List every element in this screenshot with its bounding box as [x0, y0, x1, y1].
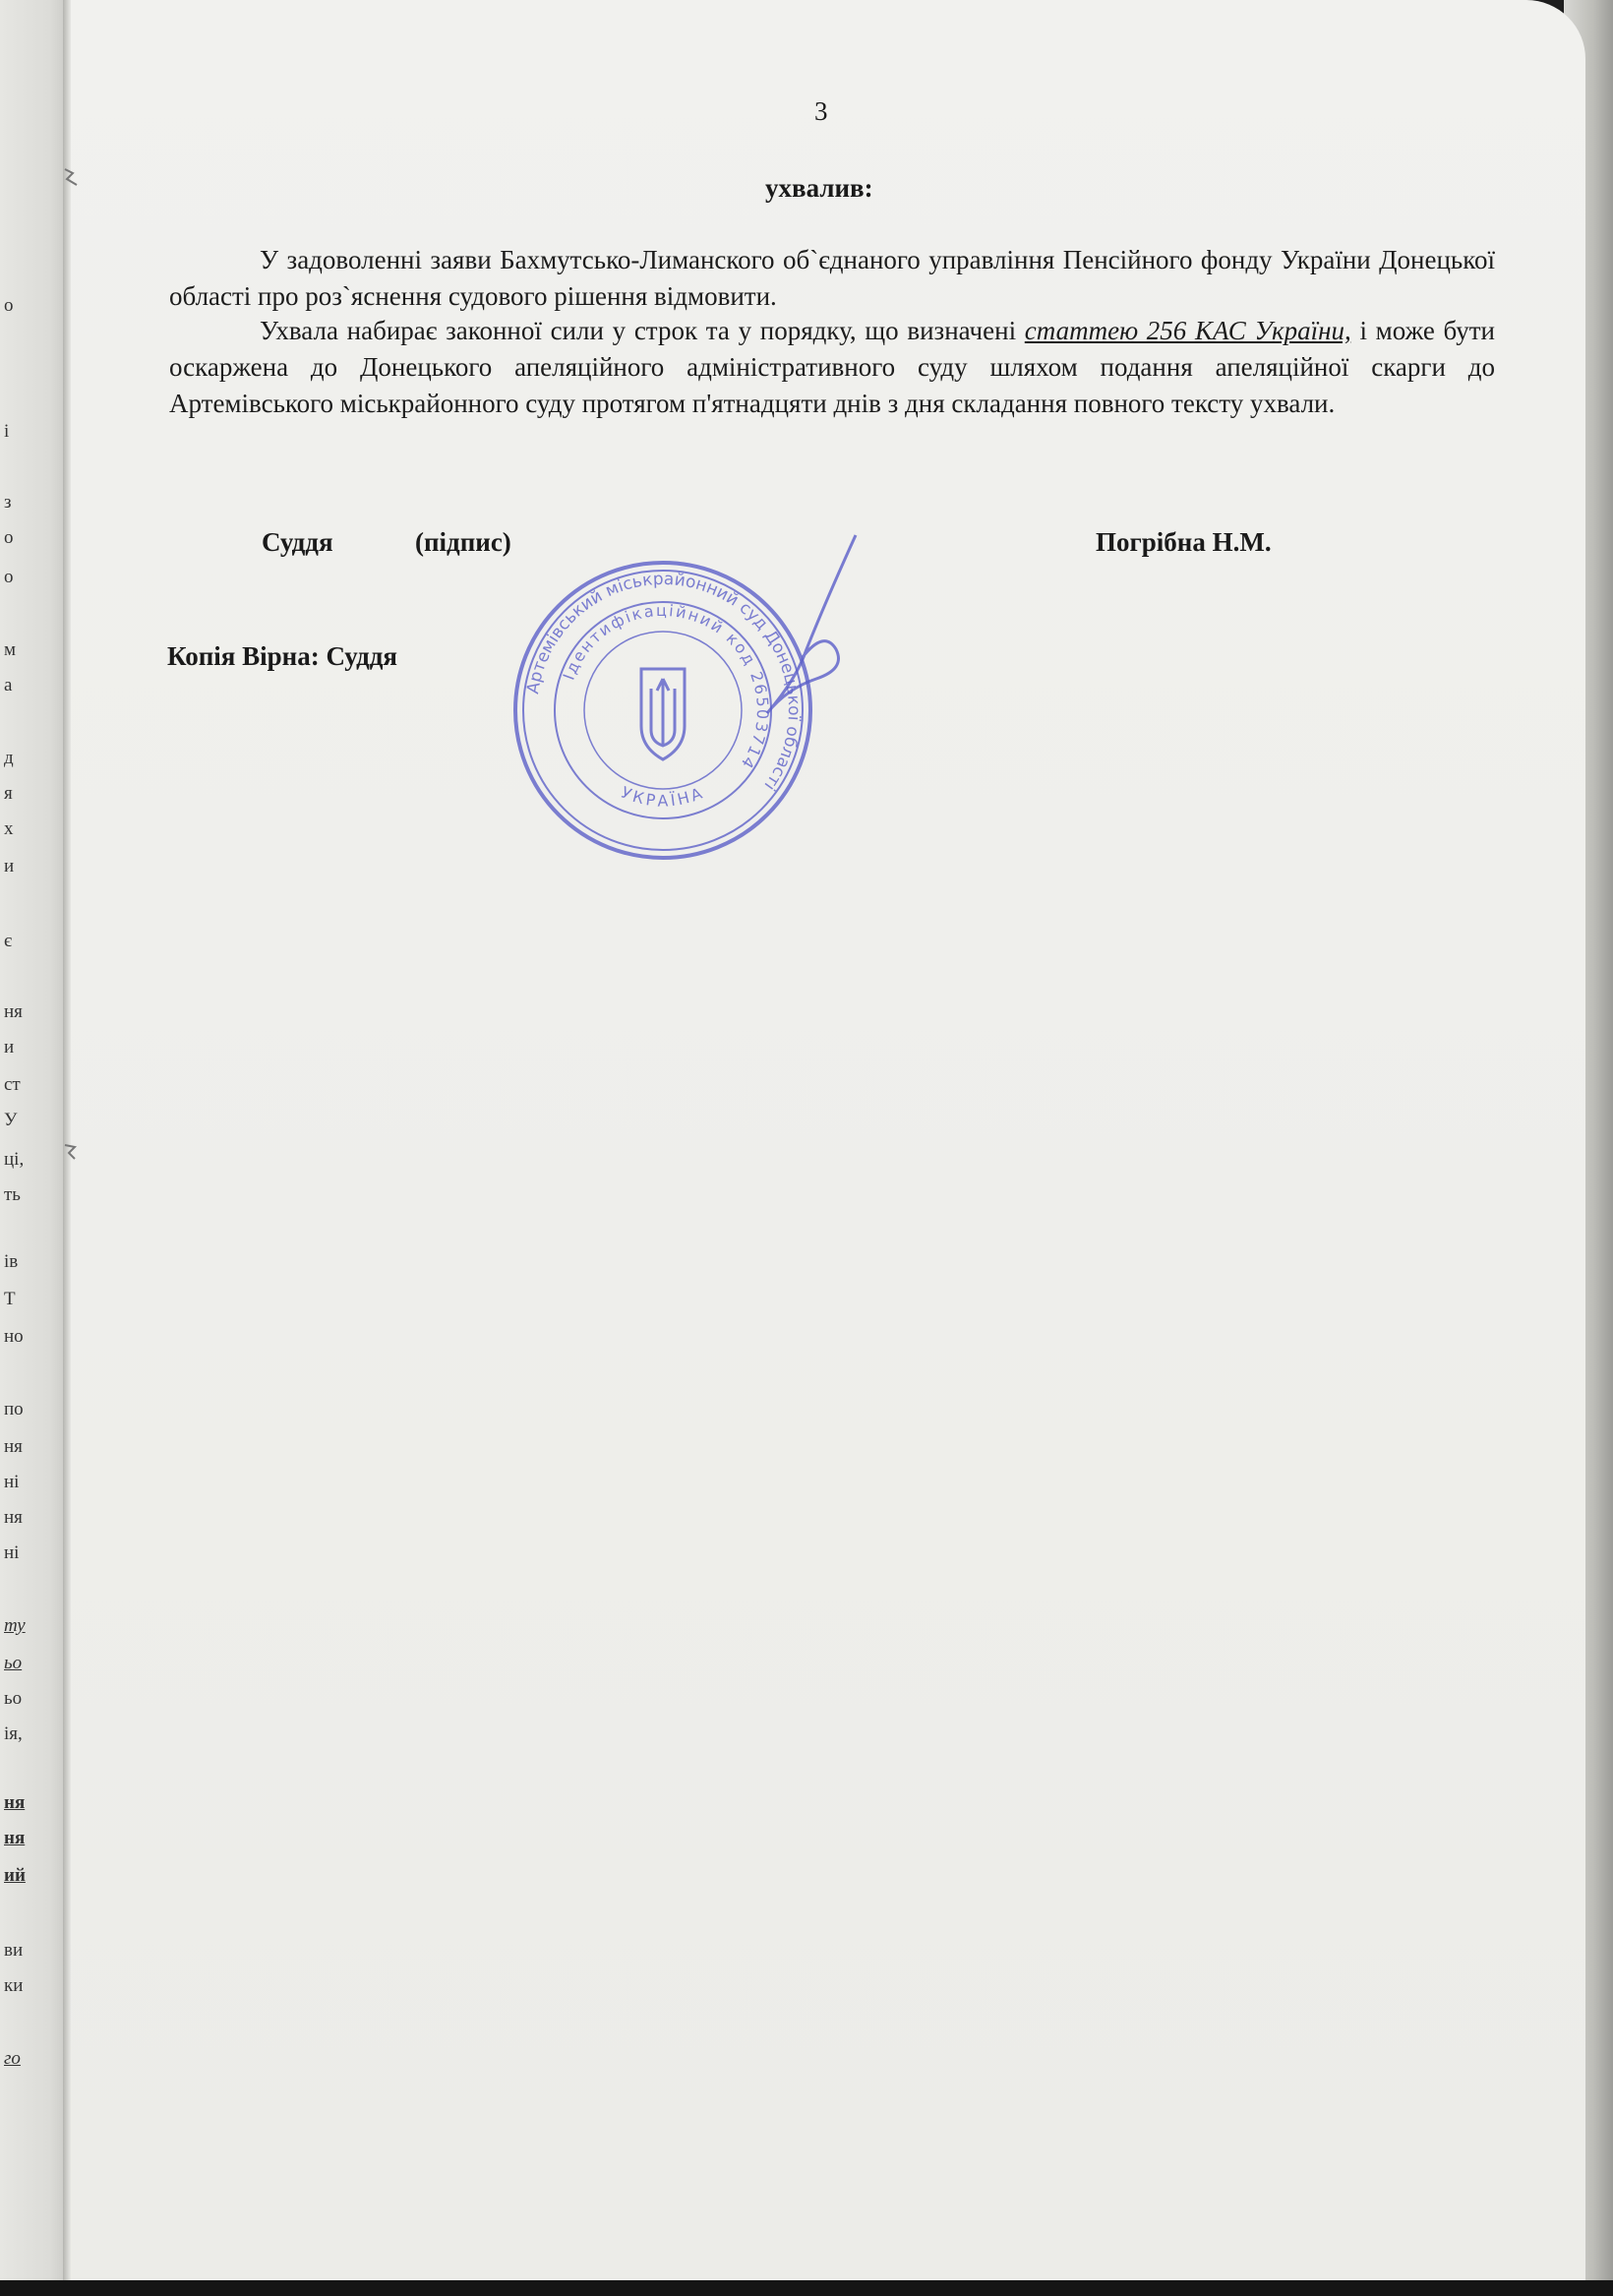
margin-fragment: ня	[4, 1001, 23, 1022]
stamp-bottom-text: УКРАЇНА	[618, 782, 708, 811]
margin-fragment: ьо	[4, 1688, 23, 1709]
svg-text:УКРАЇНА	[619, 783, 707, 811]
margin-fragment: ня	[4, 1792, 26, 1813]
previous-page-edge	[0, 0, 71, 2296]
margin-fragment: У	[4, 1110, 18, 1130]
ruling-heading: ухвалив:	[765, 173, 873, 203]
page-number: 3	[814, 96, 828, 126]
margin-fragment: ня	[4, 1507, 23, 1528]
appeal-text-start: Ухвала набирає законної сили у строк та у порядку, що визначені	[260, 316, 1025, 345]
margin-fragment: о	[4, 527, 14, 548]
judge-name: Погрібна Н.М.	[1096, 527, 1272, 557]
margin-fragment: ія,	[4, 1723, 23, 1744]
scan-border	[0, 2280, 1613, 2296]
margin-fragment: по	[4, 1399, 24, 1420]
margin-fragment: но	[4, 1326, 24, 1347]
law-article-link[interactable]: статтею 256 КАС України,	[1024, 316, 1351, 345]
staple-mark	[63, 165, 81, 189]
margin-fragment: д	[4, 748, 14, 768]
margin-fragment: ст	[4, 1074, 21, 1095]
margin-fragment: є	[4, 931, 13, 951]
margin-fragment: Т	[4, 1289, 16, 1309]
handwritten-signature	[708, 531, 885, 728]
margin-fragment: о	[4, 567, 14, 587]
margin-fragment: ня	[4, 1436, 23, 1457]
margin-fragment: ня	[4, 1828, 26, 1848]
margin-fragment: ці,	[4, 1149, 25, 1170]
margin-fragment: и	[4, 1037, 15, 1057]
margin-fragment: і	[4, 421, 10, 442]
appeal-text-end: і може бути оскаржена до Донецького апеляційного адміністративного суду шляхом подання апеляційної скарги до Артемівського міськрайонного суду протягом п'ятнадцяти днів з дня складання повного тексту ухвали.	[169, 316, 1496, 418]
margin-fragment: ні	[4, 1472, 20, 1492]
ruling-paragraph: У задоволенні заяви Бахмутсько-Лиманского об`єднаного управління Пенсійного фонду України Донецької області про роз`яснення судового рішення відмовити.	[169, 245, 1495, 311]
margin-fragment: х	[4, 818, 14, 839]
stamp-outer-text: Артемівський міськрайонний суд Донецької області	[523, 569, 805, 795]
margin-fragment: з	[4, 492, 12, 513]
signature-placeholder: (підпис)	[415, 527, 511, 557]
margin-fragment: ні	[4, 1542, 20, 1563]
margin-fragment: м	[4, 639, 17, 660]
appeal-paragraph	[169, 313, 1495, 422]
margin-fragment: а	[4, 675, 13, 695]
margin-fragment: ту	[4, 1615, 26, 1636]
margin-fragment: ви	[4, 1940, 24, 1961]
margin-fragment: ий	[4, 1865, 26, 1886]
stamp-inner-text: Ідентифікаційний код 26503714	[559, 600, 773, 774]
certified-copy-label: Копія Вірна: Суддя	[167, 641, 398, 671]
margin-fragment: и	[4, 856, 15, 876]
margin-fragment: ьо	[4, 1653, 23, 1673]
judge-label: Суддя	[262, 527, 333, 557]
margin-fragment: о	[4, 295, 14, 316]
staple-mark	[63, 1141, 81, 1165]
margin-fragment: я	[4, 783, 13, 804]
trident-emblem-icon	[641, 669, 685, 759]
margin-fragment: ть	[4, 1184, 21, 1205]
margin-fragment: ки	[4, 1975, 24, 1996]
margin-fragment: ів	[4, 1251, 19, 1272]
margin-fragment: го	[4, 2048, 21, 2069]
